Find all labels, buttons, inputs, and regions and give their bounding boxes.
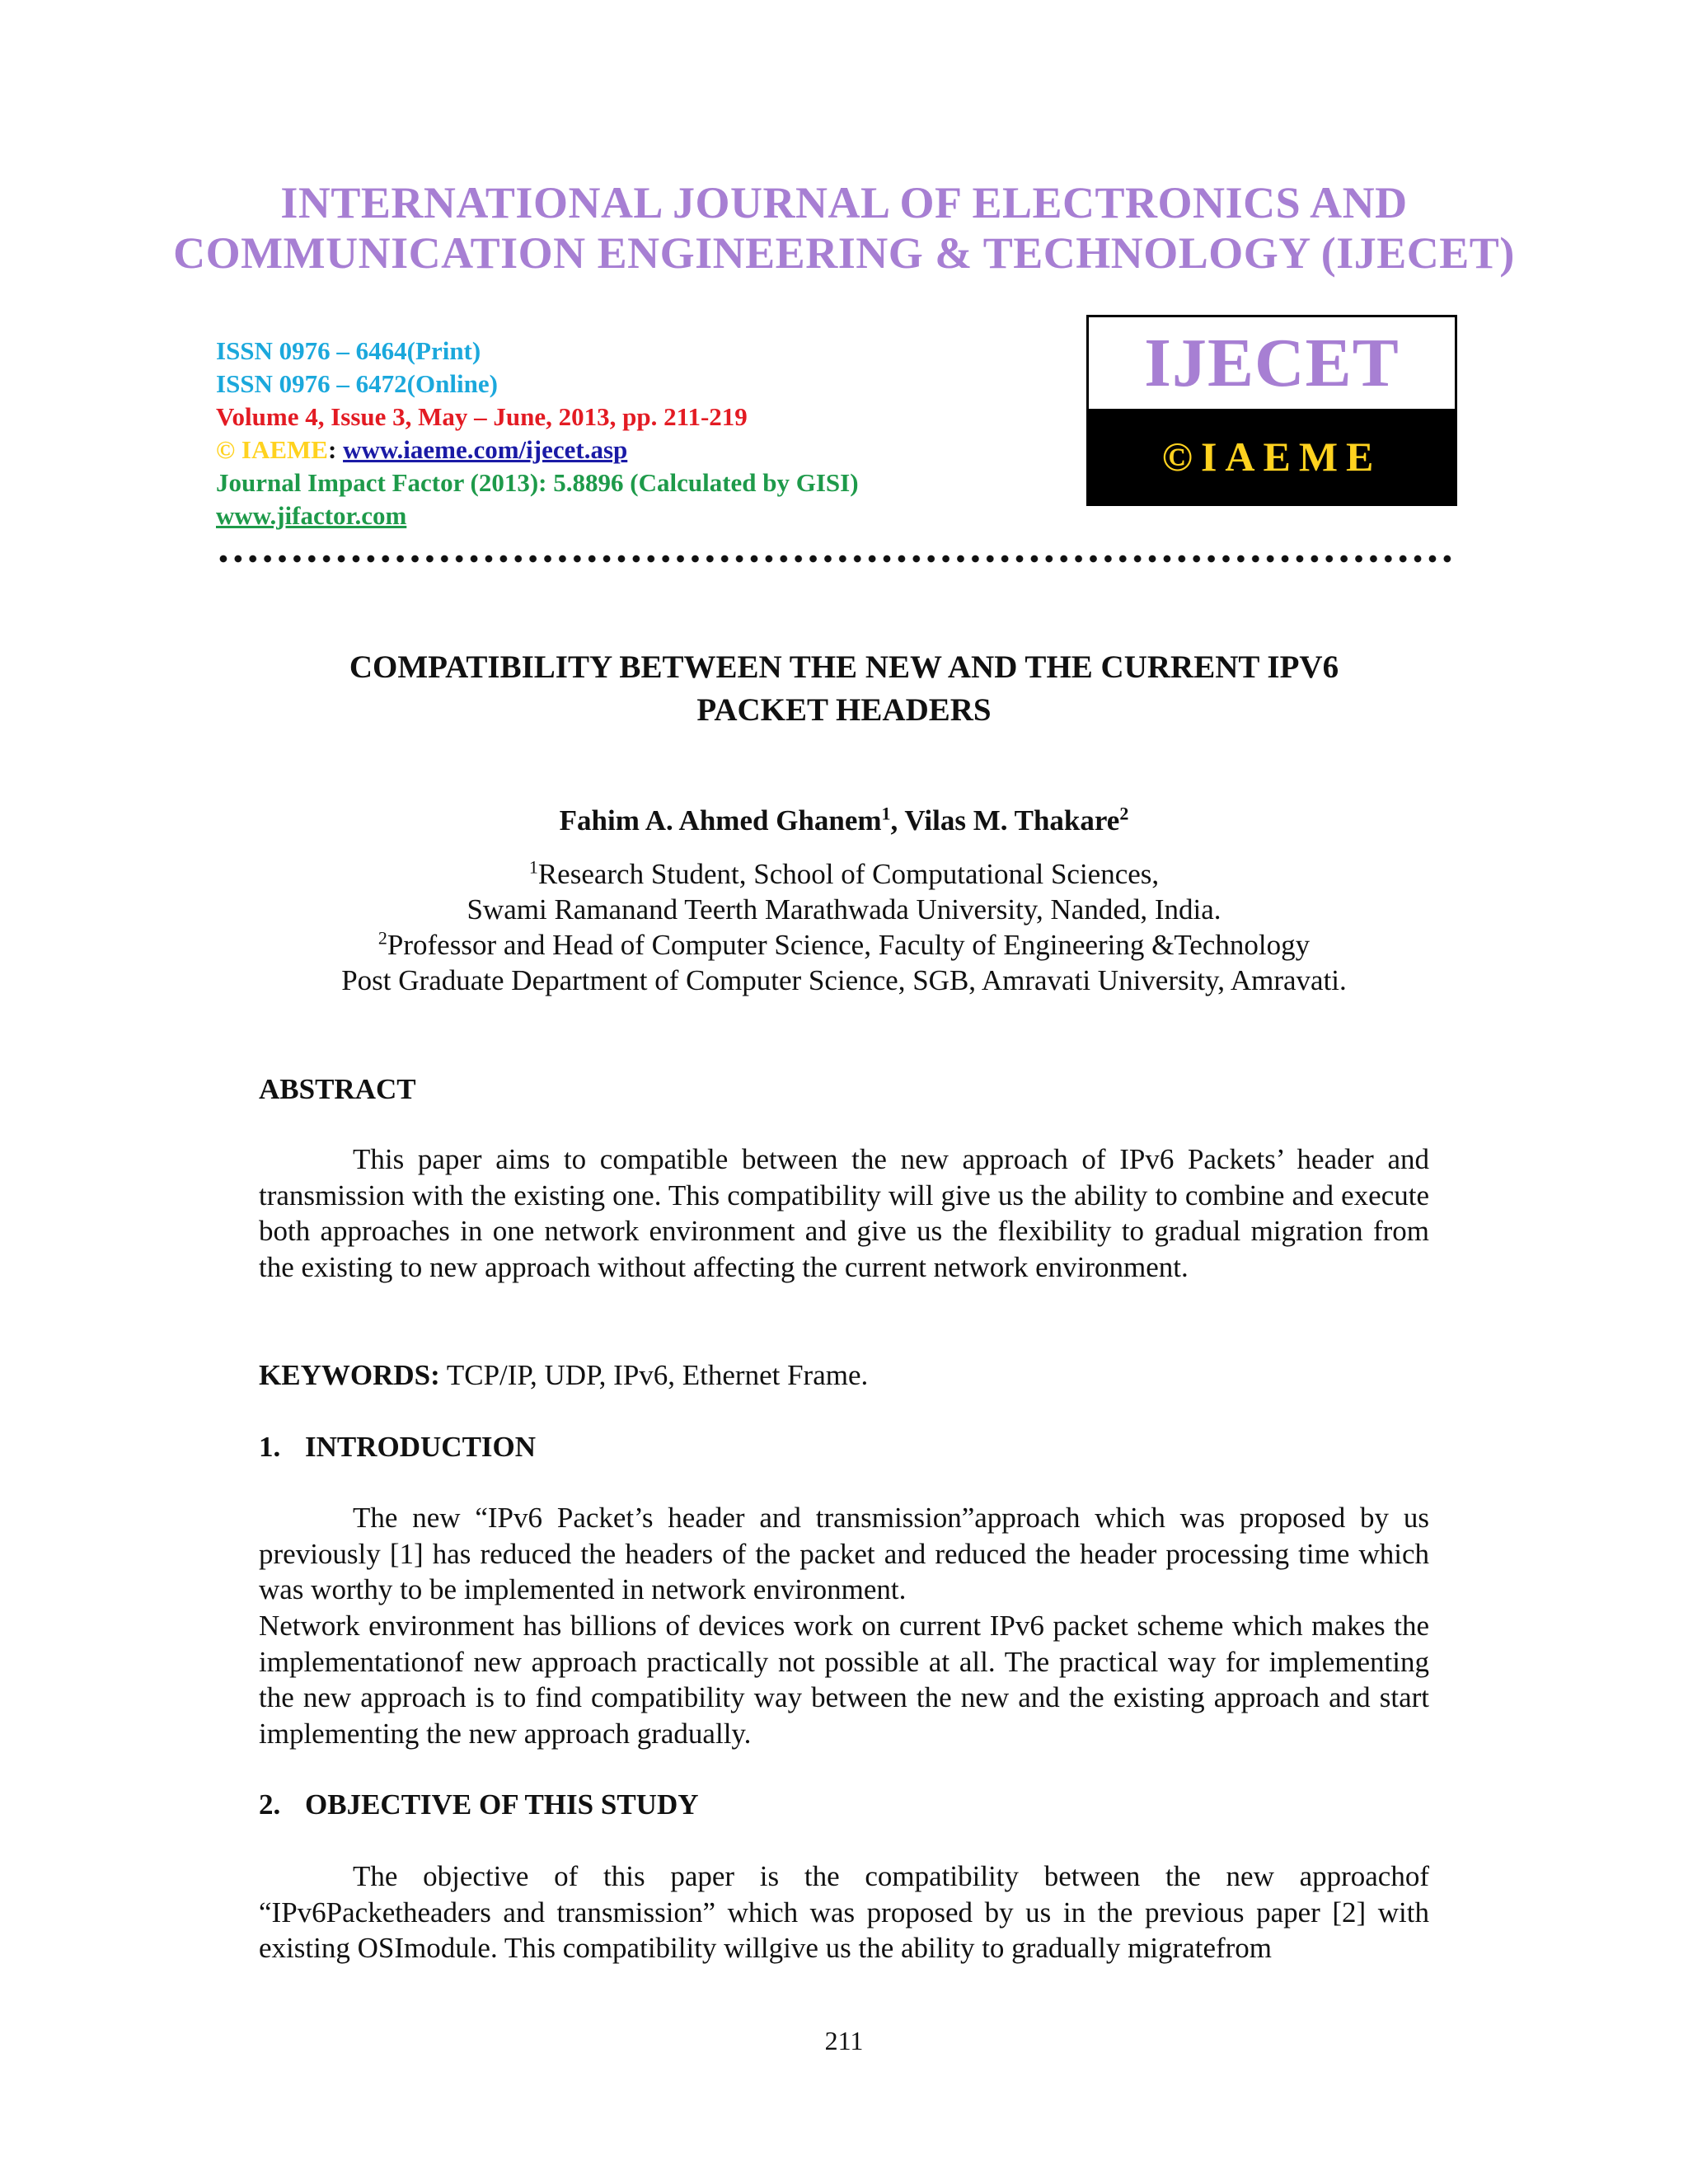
affiliation-1-sup: 1	[528, 856, 538, 878]
section-2-number: 2.	[259, 1788, 281, 1821]
affiliation-1-text: Research Student, School of Computational Sciences,	[537, 858, 1160, 890]
logo-ijecet-text: IJECET	[1089, 317, 1455, 409]
affiliation-1-line-1	[0, 856, 1688, 892]
author-line	[0, 803, 1688, 838]
section-2-title: OBJECTIVE OF THIS STUDY	[305, 1788, 699, 1821]
dotted-divider	[216, 554, 1457, 564]
paper-title-line-2: PACKET HEADERS	[696, 692, 992, 728]
affiliation-2-text: Professor and Head of Computer Science, Faculty of Engineering &Technology	[387, 929, 1311, 961]
section-2-heading	[259, 1787, 699, 1822]
keywords-label: KEYWORDS:	[259, 1359, 440, 1391]
affiliation-2-line-2: Post Graduate Department of Computer Science, SGB, Amravati University, Amravati.	[341, 964, 1347, 996]
journal-logo	[1086, 315, 1457, 506]
section-1-number: 1.	[259, 1431, 281, 1463]
page-number: 211	[824, 2026, 864, 2055]
section-1-heading	[259, 1429, 536, 1465]
keywords-text: TCP/IP, UDP, IPv6, Ethernet Frame.	[439, 1359, 869, 1391]
section-1-title: INTRODUCTION	[305, 1431, 537, 1463]
journal-title-line-2: COMMUNICATION ENGINEERING & TECHNOLOGY (IJECET)	[173, 228, 1515, 278]
journal-url-link[interactable]: www.iaeme.com/ijecet.asp	[343, 435, 628, 464]
journal-title-line-1: INTERNATIONAL JOURNAL OF ELECTRONICS AND	[280, 178, 1408, 227]
section-1-paragraph-1: The new “IPv6 Packet’s header and transmission”approach which was proposed by us previously [1] has reduced the headers of the packet and reduced the header processing time which was worthy to be implemented in network environment.	[259, 1502, 1429, 1605]
author-2-name: Vilas M. Thakare	[904, 804, 1120, 837]
author-2-sup: 2	[1119, 803, 1129, 824]
impact-factor: Journal Impact Factor (2013): 5.8896 (Calculated by GISI)	[216, 468, 859, 497]
abstract-text: This paper aims to compatible between the new approach of IPv6 Packets’ header and transmission with the existing one. This compatibility will give us the ability to combine and execute both approaches in one network environment and give us the flexibility to gradual migration from the existing to new approach without affecting the current network environment.	[259, 1143, 1429, 1283]
author-1-sup: 1	[881, 803, 891, 824]
iaeme-colon: :	[327, 435, 344, 464]
affiliation-1-line-2: Swami Ramanand Teerth Marathwada University, Nanded, India.	[467, 893, 1221, 926]
iaeme-line	[216, 434, 627, 466]
abstract-heading: ABSTRACT	[259, 1073, 416, 1105]
affiliation-2-line-1	[0, 927, 1688, 963]
jifactor-link[interactable]: www.jifactor.com	[216, 501, 407, 530]
author-1-name: Fahim A. Ahmed Ghanem	[559, 804, 882, 837]
issn-print: ISSN 0976 – 6464(Print)	[216, 336, 481, 365]
section-2-paragraph-1: The objective of this paper is the compatibility between the new approachof “IPv6Packetheaders and transmission” which was proposed by us in the previous paper [2] with existing OSImodule. This compatibility willgive us the ability to gradually migratefrom	[259, 1860, 1429, 1964]
keywords-line	[259, 1357, 868, 1393]
logo-iaeme-text: ©IAEME	[1161, 433, 1382, 480]
iaeme-label: © IAEME	[216, 435, 328, 464]
affiliation-2-sup: 2	[377, 927, 387, 949]
jifactor-line	[216, 499, 406, 532]
issn-online: ISSN 0976 – 6472(Online)	[216, 369, 498, 398]
volume-info: Volume 4, Issue 3, May – June, 2013, pp. 211-219	[216, 402, 748, 431]
section-1-paragraph-2: Network environment has billions of devices work on current IPv6 packet scheme which makes the implementationof new approach practically not possible at all. The practical way for implementing the new approach is to find compatibility way between the new and the existing approach and start implementing the new approach gradually.	[259, 1610, 1429, 1750]
author-separator: ,	[890, 804, 905, 837]
paper-title-line-1: COMPATIBILITY BETWEEN THE NEW AND THE CURRENT IPV6	[349, 649, 1339, 685]
